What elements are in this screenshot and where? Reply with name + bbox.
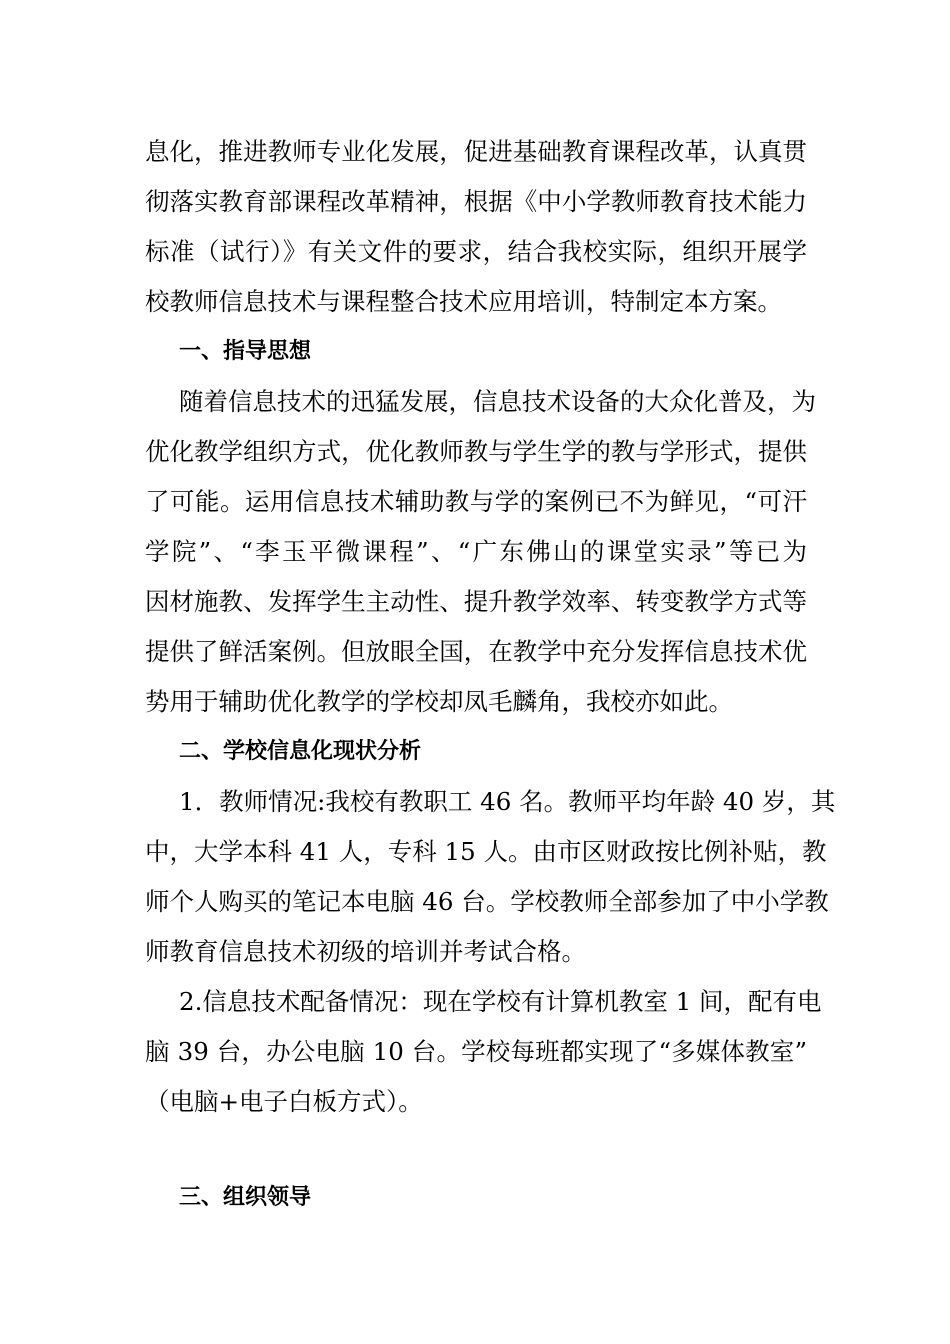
section1-line-3: 了可能。运用信息技术辅助教与学的案例已不为鲜见，“可汗 <box>145 487 807 516</box>
section-heading-organization-leadership: 三、组织领导 <box>179 1185 312 1210</box>
section1-line-4: 学院”、“李玉平微课程”、“广东佛山的课堂实录”等已为 <box>145 537 807 566</box>
intro-line-2: 彻落实教育部课程改革精神，根据《中小学教师教育技术能力 <box>145 187 807 216</box>
intro-line-1: 息化，推进教师专业化发展，促进基础教育课程改革，认真贯 <box>145 137 807 166</box>
section1-line-7: 势用于辅助优化教学的学校却凤毛麟角，我校亦如此。 <box>145 687 733 716</box>
section2-para1-line-4: 师教育信息技术初级的培训并考试合格。 <box>145 937 586 966</box>
section1-line-5: 因材施教、发挥学生主动性、提升教学效率、转变教学方式等 <box>145 587 807 616</box>
intro-line-4: 校教师信息技术与课程整合技术应用培训，特制定本方案。 <box>145 287 782 316</box>
section2-para1-line-2: 中，大学本科 41 人，专科 15 人。由市区财政按比例补贴，教 <box>145 837 827 866</box>
section2-para2-line-2: 脑 39 台，办公电脑 10 台。学校每班都实现了“多媒体教室” <box>145 1037 807 1066</box>
intro-line-3: 标准（试行）》有关文件的要求，结合我校实际，组织开展学 <box>145 237 807 266</box>
section2-para1-line-1: 1．教师情况:我校有教职工 46 名。教师平均年龄 40 岁，其 <box>179 787 836 816</box>
section1-line-1: 随着信息技术的迅猛发展，信息技术设备的大众化普及，为 <box>179 387 816 416</box>
section-heading-guiding-ideology: 一、指导思想 <box>179 339 312 364</box>
section1-line-2: 优化教学组织方式，优化教师教与学生学的教与学形式，提供 <box>145 437 807 466</box>
section2-para2-line-1: 2.信息技术配备情况：现在学校有计算机教室 1 间，配有电 <box>179 987 822 1016</box>
section1-line-6: 提供了鲜活案例。但放眼全国，在教学中充分发挥信息技术优 <box>145 637 807 666</box>
section2-para1-line-3: 师个人购买的笔记本电脑 46 台。学校教师全部参加了中小学教 <box>145 887 829 916</box>
section-heading-status-analysis: 二、学校信息化现状分析 <box>179 739 422 764</box>
section2-para2-line-3: （电脑+电子白板方式）。 <box>145 1087 423 1116</box>
